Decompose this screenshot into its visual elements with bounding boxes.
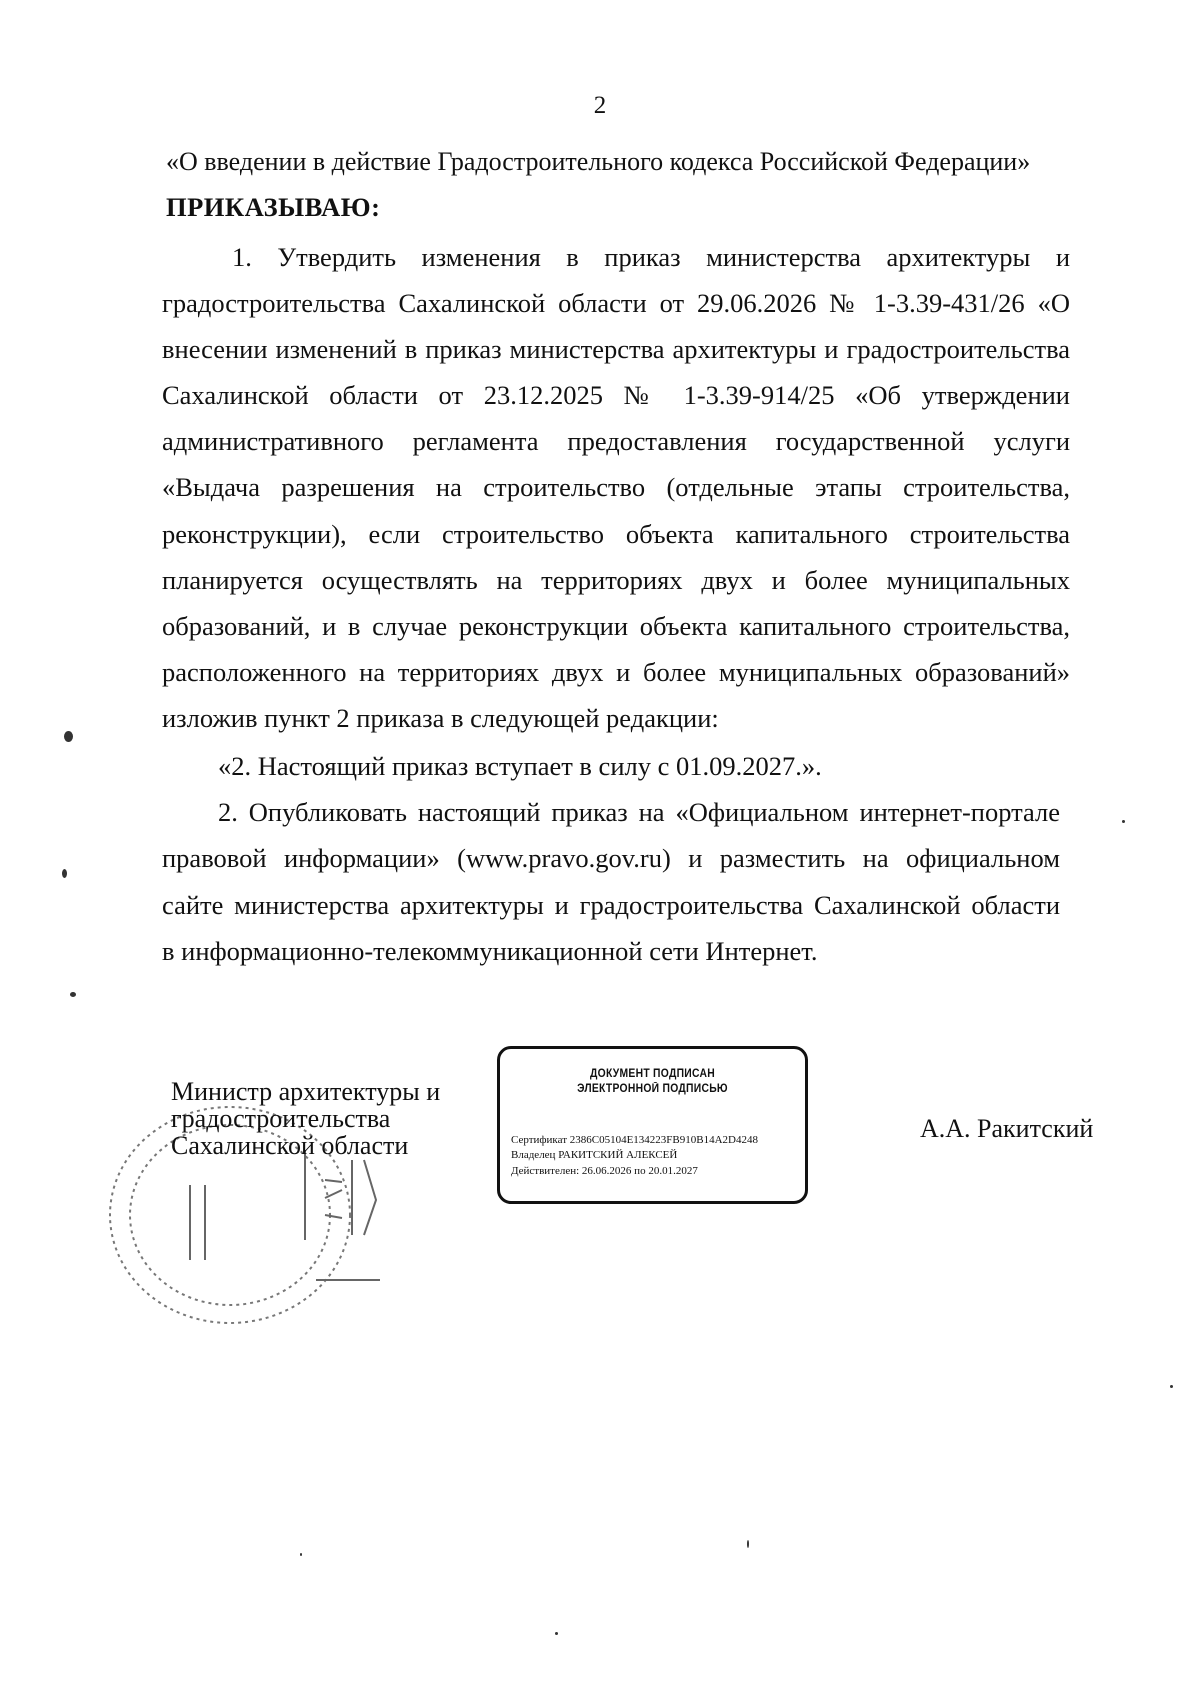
item1-line: планируется осуществлять на территориях двух и более муниципальных xyxy=(162,565,1070,595)
scan-mark xyxy=(1122,820,1125,823)
item1-line: «Выдача разрешения на строительство (отдельные этапы строительства, xyxy=(162,472,1070,502)
scan-mark xyxy=(300,1553,302,1556)
item1-line: градостроительства Сахалинской области от 29.06.2026 № 1-3.39-431/26 «О xyxy=(162,288,1070,318)
scan-mark xyxy=(64,731,73,742)
esign-certificate: Сертификат 2386C05104E134223FB910B14A2D4248 xyxy=(511,1134,758,1146)
item2-line: 2. Опубликовать настоящий приказ на «Официальном интернет-портале xyxy=(218,797,1060,827)
scan-mark xyxy=(555,1632,558,1635)
item1-line: изложив пункт 2 приказа в следующей редакции: xyxy=(162,703,719,733)
item1-line: внесении изменений в приказ министерства архитектуры и градостроительства xyxy=(162,334,1070,364)
scan-mark xyxy=(70,992,76,997)
signatory-position-line: Сахалинской области xyxy=(171,1131,409,1160)
scan-mark xyxy=(1170,1385,1173,1388)
intro-line: «О введении в действие Градостроительного кодекса Российской Федерации» xyxy=(166,147,1031,176)
item2-line: сайте министерства архитектуры и градостроительства Сахалинской области xyxy=(162,890,1060,920)
electronic-signature-stamp xyxy=(497,1046,808,1204)
esign-owner: Владелец РАКИТСКИЙ АЛЕКСЕЙ xyxy=(511,1149,678,1161)
signatory-position-line: градостроительства xyxy=(171,1104,391,1133)
esign-validity: Действителен: 26.06.2026 по 20.01.2027 xyxy=(511,1165,698,1177)
item1-quote: «2. Настоящий приказ вступает в силу с 01.09.2027.». xyxy=(218,751,822,781)
item1-line: административного регламента предоставления государственной услуги xyxy=(162,426,1070,456)
item1-line: реконструкции), если строительство объекта капитального строительства xyxy=(162,519,1070,549)
item2-line: правовой информации» (www.pravo.gov.ru) и разместить на официальном xyxy=(162,843,1060,873)
scan-mark xyxy=(747,1540,749,1548)
item1-line: расположенного на территориях двух и более муниципальных образований» xyxy=(162,657,1070,687)
esign-header: ДОКУМЕНТ ПОДПИСАН xyxy=(589,1068,715,1080)
item2-line: в информационно-телекоммуникационной сети Интернет. xyxy=(162,936,818,966)
item1-line: 1. Утвердить изменения в приказ министерства архитектуры и xyxy=(232,242,1070,272)
page-number: 2 xyxy=(593,92,607,119)
order-word: ПРИКАЗЫВАЮ: xyxy=(166,192,381,222)
signatory-position xyxy=(171,1078,440,1159)
item1-line: образований, и в случае реконструкции объекта капитального строительства, xyxy=(162,611,1070,641)
esign-header: ЭЛЕКТРОННОЙ ПОДПИСЬЮ xyxy=(577,1083,728,1095)
signatory-position-line: Министр архитектуры и xyxy=(171,1077,441,1106)
item1-line: Сахалинской области от 23.12.2025 № 1-3.39-914/25 «Об утверждении xyxy=(162,380,1070,410)
scan-mark xyxy=(62,869,67,878)
signatory-name: А.А. Ракитский xyxy=(920,1114,1094,1143)
